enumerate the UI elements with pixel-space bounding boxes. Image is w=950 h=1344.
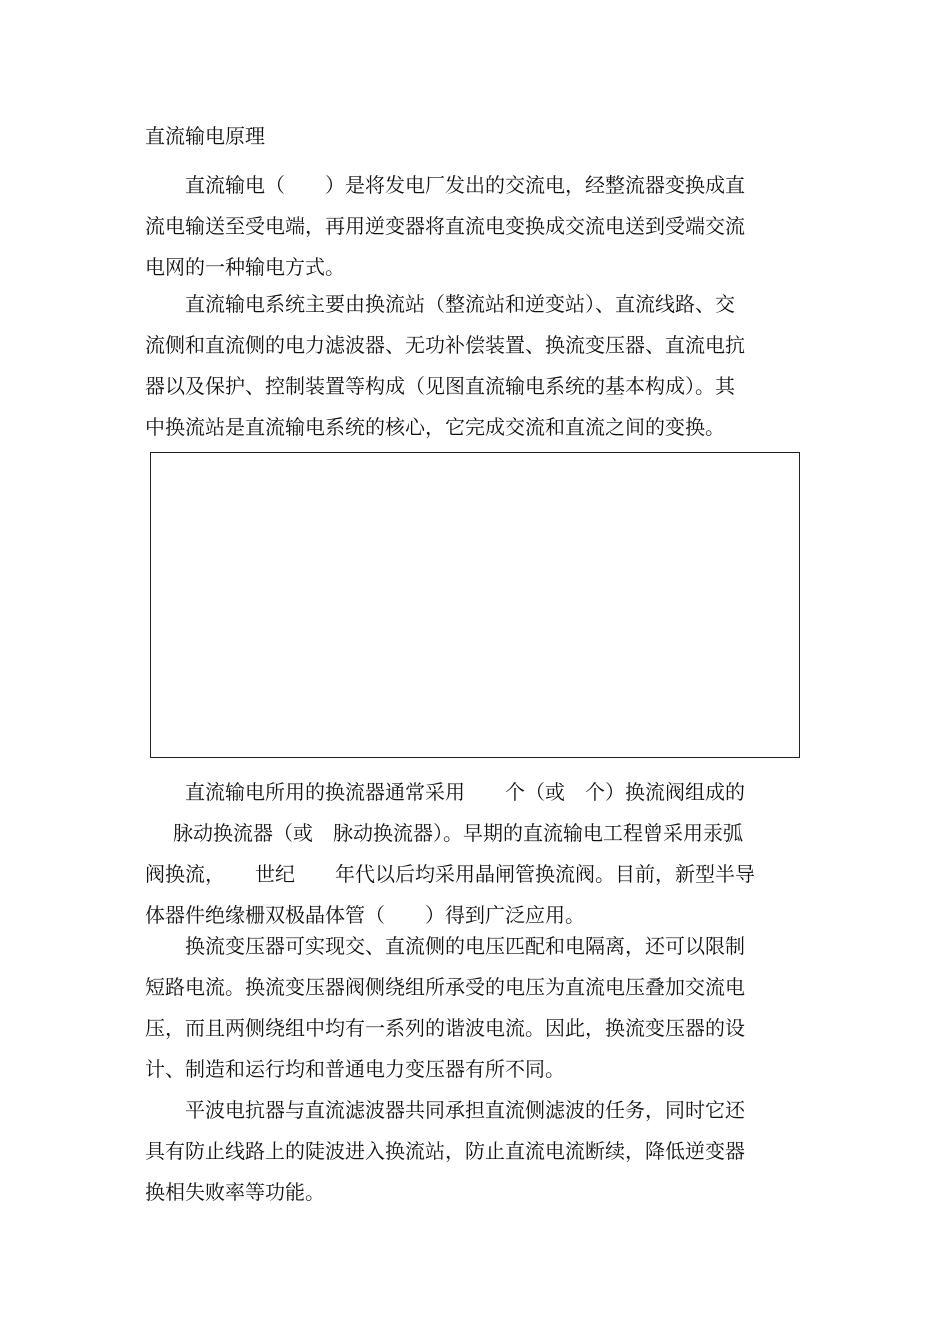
- paragraph-line: 阀换流， 世纪 年代以后均采用晶闸管换流阀。目前，新型半导: [145, 862, 755, 886]
- paragraph-transformer: [145, 926, 807, 1090]
- paragraph-line: 具有防止线路上的陡波进入换流站，防止直流电流断续，降低逆变器: [145, 1139, 745, 1163]
- paragraph-smoothing-reactor: [145, 1090, 807, 1213]
- paragraph-line: 体器件绝缘栅双极晶体管（ ）得到广泛应用。: [145, 903, 585, 927]
- paragraph-line: 电网的一种输电方式。: [145, 255, 345, 279]
- paragraph-line: 平波电抗器与直流滤波器共同承担直流侧滤波的任务，同时它还: [185, 1098, 745, 1122]
- paragraph-line: 换流变压器可实现交、直流侧的电压匹配和电隔离，还可以限制: [185, 934, 745, 958]
- paragraph-line: 短路电流。换流变压器阀侧绕组所承受的电压为直流电压叠加交流电: [145, 975, 745, 999]
- paragraph-system-composition: [145, 284, 807, 448]
- paragraph-line: 直流输电所用的换流器通常采用 个（或 个）换流阀组成的: [185, 780, 745, 804]
- paragraph-line: 流电输送至受电端，再用逆变器将直流电变换成交流电送到受端交流: [145, 214, 745, 238]
- paragraph-line: 换相失败率等功能。: [145, 1180, 325, 1204]
- paragraph-line: 直流输电系统主要由换流站（整流站和逆变站）、直流线路、交: [185, 292, 735, 316]
- paragraph-intro: [145, 165, 807, 288]
- paragraph-line: 流侧和直流侧的电力滤波器、无功补偿装置、换流变压器、直流电抗: [145, 333, 745, 357]
- paragraph-line: 直流输电（ ）是将发电厂发出的交流电，经整流器变换成直: [185, 173, 745, 197]
- document-title: 直流输电原理: [145, 124, 265, 148]
- paragraph-line: 中换流站是直流输电系统的核心，它完成交流和直流之间的变换。: [145, 415, 725, 439]
- paragraph-converter: [145, 772, 807, 936]
- paragraph-line: 器以及保护、控制装置等构成（见图直流输电系统的基本构成）。其: [145, 374, 735, 398]
- paragraph-line: 计、制造和运行均和普通电力变压器有所不同。: [145, 1057, 565, 1081]
- paragraph-line: 压，而且两侧绕组中均有一系列的谐波电流。因此，换流变压器的设: [145, 1016, 745, 1040]
- paragraph-line: 脉动换流器（或 脉动换流器）。早期的直流输电工程曾采用汞弧: [173, 821, 743, 845]
- figure-placeholder: [150, 452, 800, 758]
